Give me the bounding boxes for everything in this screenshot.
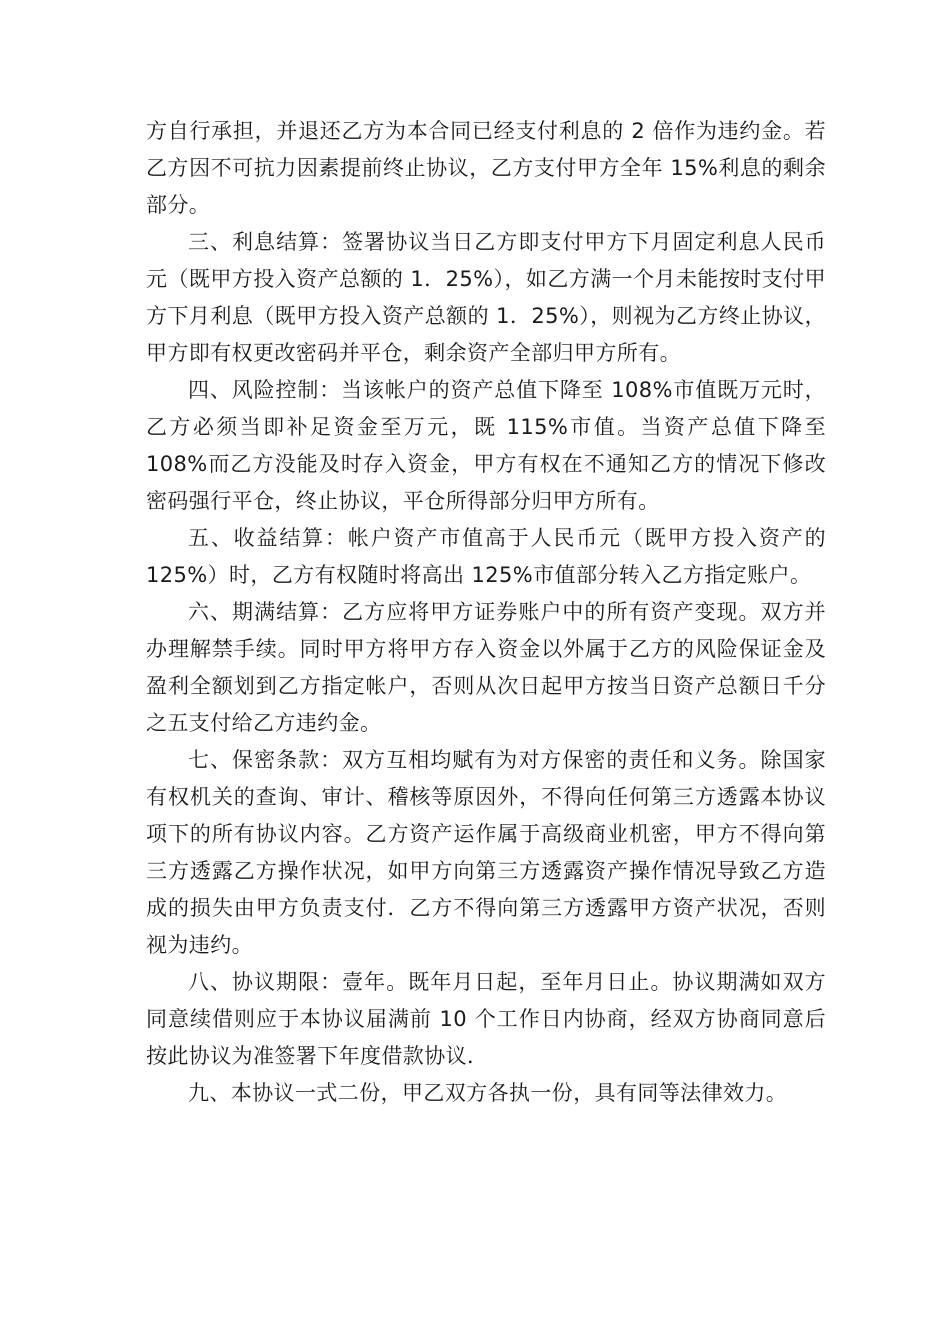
document-body <box>146 113 826 1112</box>
paragraph-interest-settlement: 三、利息结算：签署协议当日乙方即支付甲方下月固定利息人民币元（既甲方投入资产总额的 1．25%），如乙方满一个月未能按时支付甲方下月利息（既甲方投入资产总额的 1．25%），则视为乙方终止协议，甲方即有权更改密码并平仓，剩余资产全部归甲方所有。 <box>146 230 826 365</box>
paragraph-copies: 九、本协议一式二份，甲乙双方各执一份，具有同等法律效力。 <box>188 1081 788 1105</box>
paragraph-risk-control: 四、风险控制：当该帐户的资产总值下降至 108%市值既万元时，乙方必须当即补足资金至万元，既 115%市值。当资产总值下降至 108%而乙方没能及时存入资金，甲方有权在不通知乙方的情况下修改密码强行平仓，终止协议，平仓所得部分归甲方所有。 <box>146 378 826 513</box>
paragraph-term: 八、协议期限：壹年。既年月日起，至年月日止。协议期满如双方同意续借则应于本协议届满前 10 个工作日内协商，经双方协商同意后按此协议为准签署下年度借款协议． <box>146 970 826 1068</box>
paragraph-maturity-settlement: 六、期满结算：乙方应将甲方证券账户中的所有资产变现。双方并办理解禁手续。同时甲方将甲方存入资金以外属于乙方的风险保证金及盈利全额划到乙方指定帐户，否则从次日起甲方按当日资产总额日千分之五支付给乙方违约金。 <box>146 600 826 735</box>
paragraph-profit-settlement: 五、收益结算：帐户资产市值高于人民币元（既甲方投入资产的 125%）时，乙方有权随时将高出 125%市值部分转入乙方指定账户。 <box>146 526 826 587</box>
paragraph-continuation: 方自行承担，并退还乙方为本合同已经支付利息的 2 倍作为违约金。若乙方因不可抗力因素提前终止协议，乙方支付甲方全年 15%利息的剩余部分。 <box>146 119 826 217</box>
paragraph-confidentiality: 七、保密条款：双方互相均赋有为对方保密的责任和义务。除国家有权机关的查询、审计、稽核等原因外，不得向任何第三方透露本协议项下的所有协议内容。乙方资产运作属于高级商业机密，甲方不得向第三方透露乙方操作状况，如甲方向第三方透露资产操作情况导致乙方造成的损失由甲方负责支付．乙方不得向第三方透露甲方资产状况，否则视为违约。 <box>146 748 826 957</box>
